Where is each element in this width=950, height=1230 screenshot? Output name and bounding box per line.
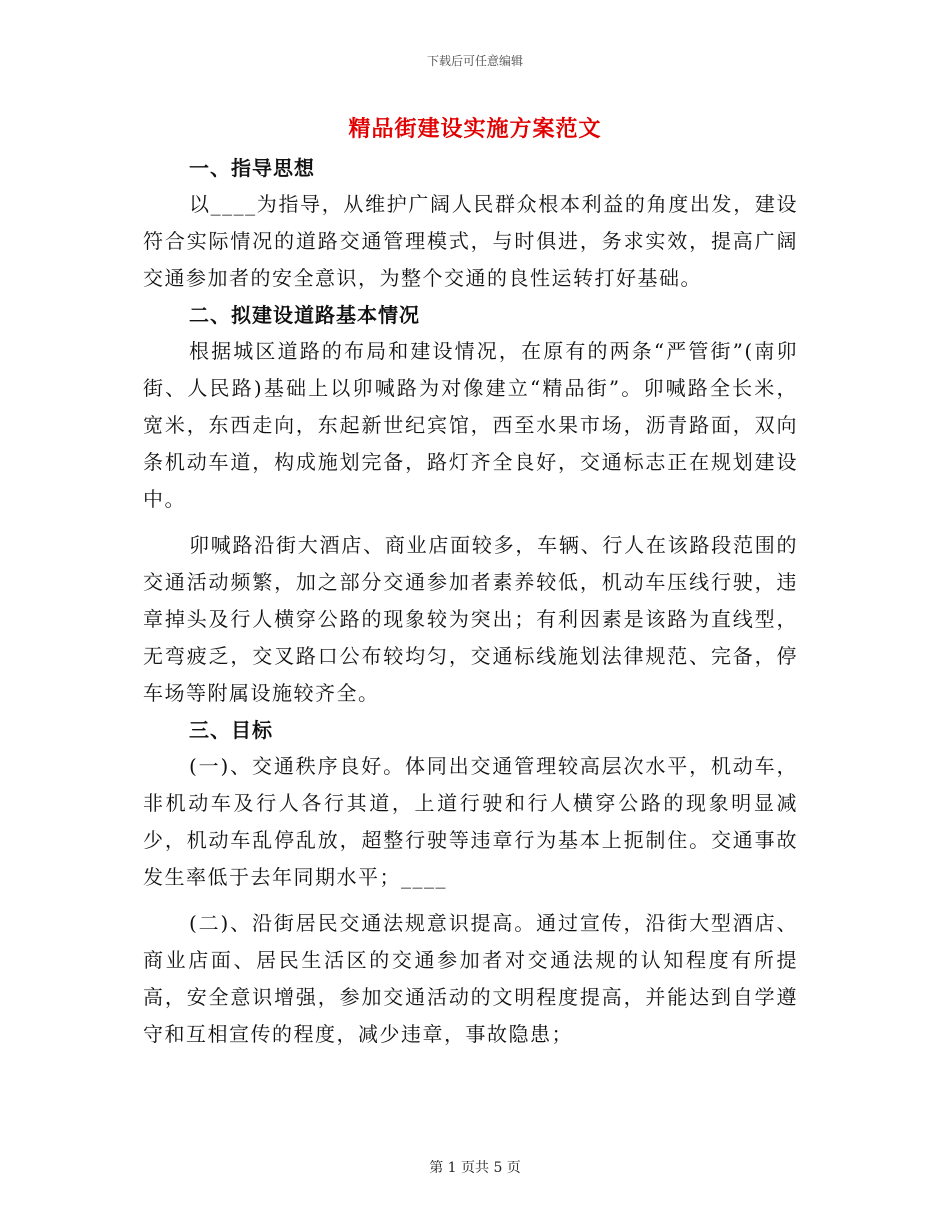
paragraph: 以____为指导，从维护广阔人民群众根本利益的角度出发，建设符合实际情况的道路交通管理模式，与时俱进，务求实效，提高广阔交通参加者的安全意识，为整个交通的良性运转打好基础。 [143, 192, 798, 290]
paragraph: (二)、沿街居民交通法规意识提高。通过宣传，沿街大型酒店、商业店面、居民生活区的交通参加者对交通法规的认知程度有所提高，安全意识增强，参加交通活动的文明程度提高，并能达到自学遵守和互相宣传的程度，减少违章，事故隐患； [143, 911, 798, 1046]
section-heading-goals: 三、目标 [189, 718, 273, 742]
page-footer: 第 1 页共 5 页 [429, 1160, 521, 1176]
document-title: 精品街建设实施方案范文 [348, 117, 602, 142]
document-body [143, 150, 798, 1053]
section-heading-guiding-ideology: 一、指导思想 [189, 156, 315, 180]
section-heading-road-situation: 二、拟建设道路基本情况 [189, 303, 420, 327]
paragraph: 根据城区道路的布局和建设情况，在原有的两条“严管街”(南卯街、人民路)基础上以卯喊路为对像建立“精品街”。卯喊路全长米，宽米，东西走向，东起新世纪宾馆，西至水果市场，沥青路面，双向条机动车道，构成施划完备，路灯齐全良好，交通标志正在规划建设中。 [143, 339, 798, 511]
paragraph: (一)、交通秩序良好。体同出交通管理较高层次水平，机动车，非机动车及行人各行其道，上道行驶和行人横穿公路的现象明显减少，机动车乱停乱放，超整行驶等违章行为基本上扼制住。交通事故发生率低于去年同期水平；____ [143, 754, 798, 889]
header-note: 下载后可任意编辑 [426, 54, 523, 68]
paragraph: 卯喊路沿街大酒店、商业店面较多，车辆、行人在该路段范围的交通活动频繁，加之部分交通参加者素养较低，机动车压线行驶，违章掉头及行人横穿公路的现象较为突出；有利因素是该路为直线型，无弯疲乏，交叉路口公布较均匀，交通标线施划法律规范、完备，停车场等附属设施较齐全。 [143, 533, 798, 705]
